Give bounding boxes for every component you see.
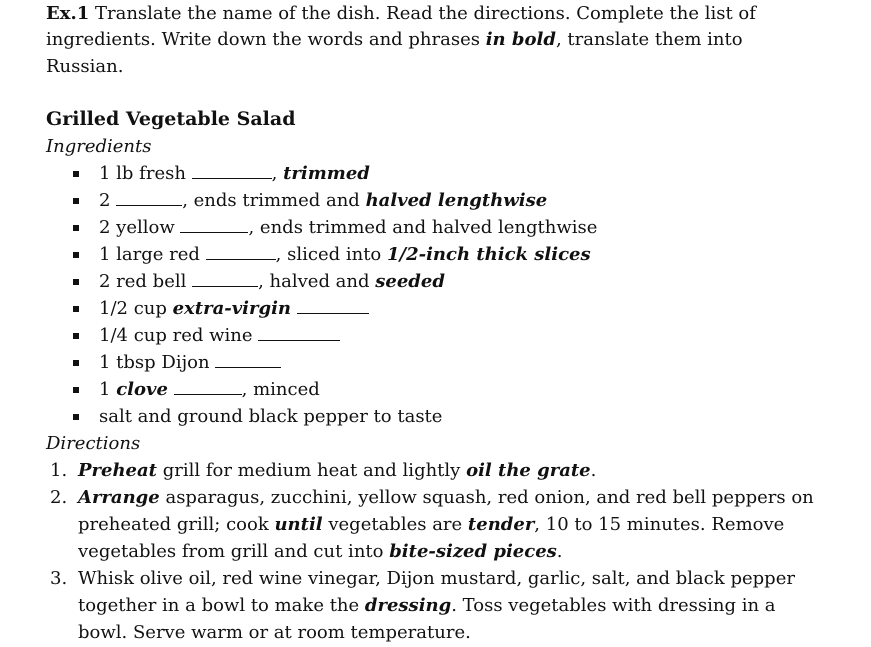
direction-text: together in a bowl to make the	[78, 595, 365, 616]
ingredient-item	[99, 187, 547, 214]
ingredient-bold-text: seeded	[375, 271, 445, 292]
answer-blank[interactable]	[215, 350, 281, 368]
answer-blank[interactable]	[206, 242, 276, 260]
ingredient-text: 2 yellow	[99, 217, 181, 238]
answer-blank[interactable]	[192, 269, 258, 287]
bullet-icon	[73, 306, 79, 312]
ingredient-item	[99, 241, 591, 268]
answer-blank[interactable]	[258, 323, 340, 341]
ingredient-bold-text: trimmed	[283, 163, 370, 184]
ingredient-bold-text: clove	[116, 379, 168, 400]
bullet-icon	[73, 279, 79, 285]
ingredient-bold-text: halved lengthwise	[365, 190, 548, 211]
bullet-icon	[73, 252, 79, 258]
answer-blank[interactable]	[174, 377, 242, 395]
ingredient-text: 1	[99, 379, 117, 400]
direction-step-3-line-2	[78, 592, 776, 619]
direction-text: .	[556, 541, 563, 562]
direction-bold-text: tender	[467, 514, 535, 535]
ingredient-item	[99, 295, 369, 322]
bullet-icon	[73, 360, 79, 366]
direction-text: . Toss vegetables with dressing in a	[451, 595, 776, 616]
ingredient-text: 1/2 cup	[99, 298, 173, 319]
recipe-title: Grilled Vegetable Salad	[46, 108, 296, 130]
ingredient-text: 2	[99, 190, 117, 211]
bullet-icon	[73, 171, 79, 177]
ingredient-item	[99, 403, 442, 430]
direction-bold-text: until	[274, 514, 323, 535]
direction-text: vegetables are	[322, 514, 468, 535]
ingredient-text: , ends trimmed and	[182, 190, 366, 211]
answer-blank[interactable]	[297, 296, 369, 314]
ingredient-item	[99, 322, 340, 349]
ingredient-item	[99, 376, 320, 403]
direction-text: Whisk olive oil, red wine vinegar, Dijon mustard, garlic, salt, and black pepper	[78, 568, 795, 589]
instruction-emphasis: in bold	[485, 29, 556, 50]
bullet-icon	[73, 387, 79, 393]
ingredient-text: 1 large red	[99, 244, 206, 265]
ingredient-text: ,	[271, 163, 284, 184]
direction-bold-text: dressing	[364, 595, 452, 616]
instruction-line-1	[46, 0, 756, 27]
direction-text: .	[590, 460, 597, 481]
direction-bold-text: oil the grate	[466, 460, 591, 481]
direction-number: 3.	[50, 568, 68, 589]
direction-step-1	[78, 457, 596, 484]
directions-heading: Directions	[46, 433, 141, 454]
instruction-text-2c: , translate them into	[555, 29, 743, 50]
answer-blank[interactable]	[116, 188, 182, 206]
answer-blank[interactable]	[180, 215, 248, 233]
ingredient-text: , sliced into	[275, 244, 387, 265]
bullet-icon	[73, 414, 79, 420]
ingredient-item	[99, 349, 281, 376]
instruction-line-2	[46, 26, 743, 53]
bullet-icon	[73, 333, 79, 339]
exercise-label: Ex.1	[46, 3, 90, 24]
answer-blank[interactable]	[192, 161, 272, 179]
instruction-text-2a: ingredients. Write down the words and phrases	[46, 29, 486, 50]
direction-step-2-line-2	[78, 511, 784, 538]
direction-number: 1.	[50, 460, 68, 481]
direction-text: preheated grill; cook	[78, 514, 275, 535]
direction-text: bowl. Serve warm or at room temperature.	[78, 622, 471, 643]
direction-bold-text: Preheat	[78, 460, 157, 481]
ingredient-text: , minced	[241, 379, 320, 400]
ingredient-bold-text: extra-virgin	[172, 298, 292, 319]
ingredient-item	[99, 214, 597, 241]
ingredient-item	[99, 268, 445, 295]
direction-text: asparagus, zucchini, yellow squash, red onion, and red bell peppers on	[159, 487, 814, 508]
direction-step-3-line-1	[78, 565, 795, 592]
direction-step-2-line-1	[78, 484, 814, 511]
direction-step-3-line-3	[78, 619, 471, 646]
bullet-icon	[73, 225, 79, 231]
direction-text: vegetables from grill and cut into	[78, 541, 390, 562]
direction-step-2-line-3	[78, 538, 563, 565]
ingredient-text: , ends trimmed and halved lengthwise	[248, 217, 598, 238]
direction-bold-text: Arrange	[78, 487, 160, 508]
instruction-text-1: Translate the name of the dish. Read the directions. Complete the list of	[89, 3, 756, 24]
ingredient-item	[99, 160, 370, 187]
bullet-icon	[73, 198, 79, 204]
ingredient-text: 1 lb fresh	[99, 163, 192, 184]
ingredient-text: salt and ground black pepper to taste	[99, 406, 443, 427]
ingredient-text: , halved and	[258, 271, 376, 292]
direction-text: , 10 to 15 minutes. Remove	[534, 514, 785, 535]
ingredient-text: 1 tbsp Dijon	[99, 352, 216, 373]
ingredient-text: 2 red bell	[99, 271, 193, 292]
instruction-line-3	[46, 53, 123, 80]
direction-number: 2.	[50, 487, 68, 508]
ingredient-text: 1/4 cup red wine	[99, 325, 259, 346]
ingredient-bold-text: 1/2-inch thick slices	[387, 244, 591, 265]
instruction-text-3: Russian.	[46, 56, 124, 77]
ingredients-heading: Ingredients	[46, 136, 152, 157]
direction-bold-text: bite-sized pieces	[389, 541, 557, 562]
direction-text: grill for medium heat and lightly	[157, 460, 467, 481]
